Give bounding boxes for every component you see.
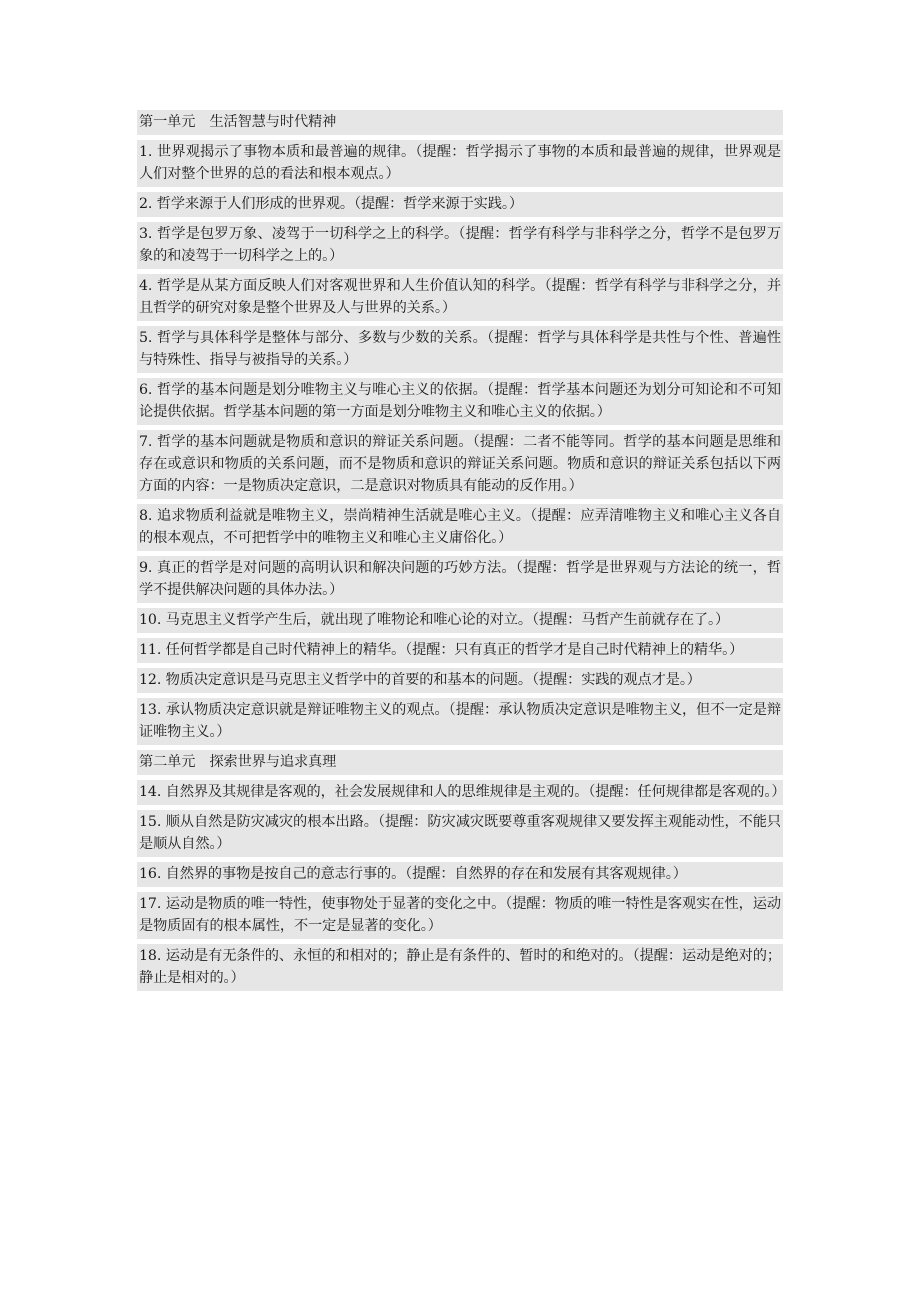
list-item: 16. 自然界的事物是按自己的意志行事的。（提醒：自然界的存在和发展有其客观规律。） (137, 862, 783, 887)
list-item: 4. 哲学是从某方面反映人们对客观世界和人生价值认知的科学。（提醒：哲学有科学与非科学之分，并且哲学的研究对象是整个世界及人与世界的关系。） (137, 274, 783, 321)
list-item: 15. 顺从自然是防灾减灾的根本出路。（提醒：防灾减灾既要尊重客观规律又要发挥主观能动性，不能只是顺从自然。） (137, 810, 783, 857)
list-item: 14. 自然界及其规律是客观的，社会发展规律和人的思维规律是主观的。（提醒：任何规律都是客观的。） (137, 780, 783, 805)
list-item: 18. 运动是有无条件的、永恒的和相对的；静止是有条件的、暂时的和绝对的。（提醒：运动是绝对的；静止是相对的。） (137, 944, 783, 991)
list-item: 13. 承认物质决定意识就是辩证唯物主义的观点。（提醒：承认物质决定意识是唯物主义，但不一定是辩证唯物主义。） (137, 698, 783, 745)
list-item: 12. 物质决定意识是马克思主义哲学中的首要的和基本的问题。（提醒：实践的观点才是。） (137, 668, 783, 693)
list-item: 2. 哲学来源于人们形成的世界观。（提醒：哲学来源于实践。） (137, 192, 783, 217)
section-heading: 第二单元 探索世界与追求真理 (137, 750, 783, 775)
section-heading: 第一单元 生活智慧与时代精神 (137, 110, 783, 135)
list-item: 1. 世界观揭示了事物本质和最普遍的规律。（提醒：哲学揭示了事物的本质和最普遍的规律，世界观是人们对整个世界的总的看法和根本观点。） (137, 140, 783, 187)
list-item: 6. 哲学的基本问题是划分唯物主义与唯心主义的依据。（提醒：哲学基本问题还为划分可知论和不可知论提供依据。哲学基本问题的第一方面是划分唯物主义和唯心主义的依据。） (137, 378, 783, 425)
list-item: 8. 追求物质利益就是唯物主义，崇尚精神生活就是唯心主义。（提醒：应弄清唯物主义和唯心主义各自的根本观点，不可把哲学中的唯物主义和唯心主义庸俗化。） (137, 504, 783, 551)
list-item: 5. 哲学与具体科学是整体与部分、多数与少数的关系。（提醒：哲学与具体科学是共性与个性、普遍性与特殊性、指导与被指导的关系。） (137, 326, 783, 373)
list-item: 10. 马克思主义哲学产生后，就出现了唯物论和唯心论的对立。（提醒：马哲产生前就存在了。） (137, 608, 783, 633)
list-item: 17. 运动是物质的唯一特性，使事物处于显著的变化之中。（提醒：物质的唯一特性是客观实在性，运动是物质固有的根本属性，不一定是显著的变化。） (137, 892, 783, 939)
list-item: 3. 哲学是包罗万象、凌驾于一切科学之上的科学。（提醒：哲学有科学与非科学之分，哲学不是包罗万象的和凌驾于一切科学之上的。） (137, 222, 783, 269)
document-body (137, 110, 786, 996)
list-item: 7. 哲学的基本问题就是物质和意识的辩证关系问题。（提醒：二者不能等同。哲学的基本问题是思维和存在或意识和物质的关系问题，而不是物质和意识的辩证关系问题。物质和意识的辩证关系包括以下两方面的内容：一是物质决定意识，二是意识对物质具有能动的反作用。） (137, 430, 783, 499)
list-item: 11. 任何哲学都是自己时代精神上的精华。（提醒：只有真正的哲学才是自己时代精神上的精华。） (137, 638, 783, 663)
list-item: 9. 真正的哲学是对问题的高明认识和解决问题的巧妙方法。（提醒：哲学是世界观与方法论的统一，哲学不提供解决问题的具体办法。） (137, 556, 783, 603)
